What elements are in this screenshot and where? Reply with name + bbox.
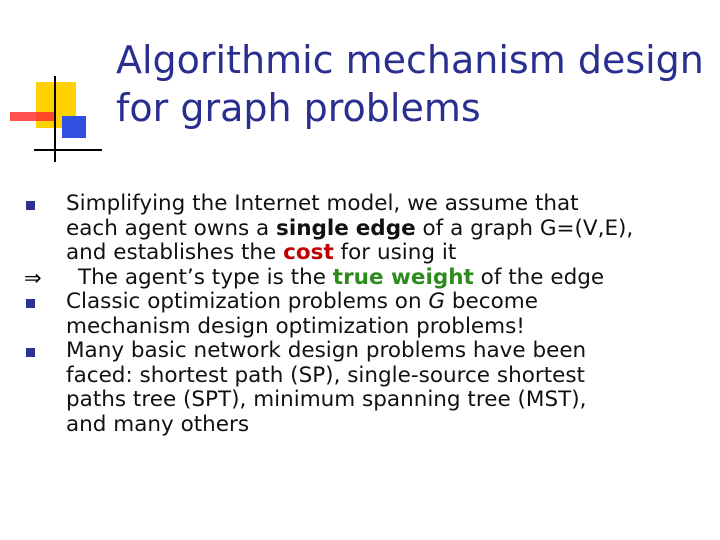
- bullet-3-line-3: paths tree (SPT), minimum spanning tree (MST),: [66, 387, 587, 412]
- bullet-item-internet-model: [20, 192, 716, 266]
- implication-item: [20, 266, 716, 291]
- bullet-2-line-1: Classic optimization problems on G become: [66, 289, 538, 314]
- square-bullet-icon: [26, 348, 35, 357]
- bullet-item-classic-optimization: [20, 290, 716, 339]
- title-line-2: for graph problems: [116, 86, 481, 130]
- bullet-item-network-design: [20, 339, 716, 437]
- implication-line: The agent’s type is the true weight of the edge: [78, 264, 605, 290]
- bullet-1-line-1: Simplifying the Internet model, we assume that: [66, 191, 579, 216]
- square-bullet-icon: [26, 299, 35, 308]
- bullet-1-line-2: each agent owns a single edge of a graph G=(V,E),: [66, 215, 634, 241]
- bullet-1-line-3: and establishes the cost for using it: [66, 240, 457, 265]
- logo-blue-square: [62, 116, 86, 138]
- bullet-3-line-1: Many basic network design problems have been: [66, 338, 587, 363]
- graph-g-term: G: [428, 289, 446, 314]
- single-term: single: [276, 215, 349, 241]
- implies-arrow-icon: ⇒: [24, 265, 42, 290]
- slide-content: [20, 192, 716, 437]
- slide-title: [116, 36, 706, 132]
- logo-red-bar: [10, 112, 54, 121]
- title-line-1: Algorithmic mechanism design: [116, 38, 704, 82]
- bullet-3-line-2: faced: shortest path (SP), single-source shortest: [66, 362, 585, 388]
- square-bullet-icon: [26, 201, 35, 210]
- true-weight-term: true weight: [332, 264, 474, 290]
- bullet-2-line-2: mechanism design optimization problems!: [66, 313, 525, 339]
- bullet-3-line-4: and many others: [66, 411, 250, 437]
- cost-term: cost: [283, 240, 334, 265]
- slide-logo: [0, 0, 110, 170]
- edge-term: edge: [355, 215, 416, 241]
